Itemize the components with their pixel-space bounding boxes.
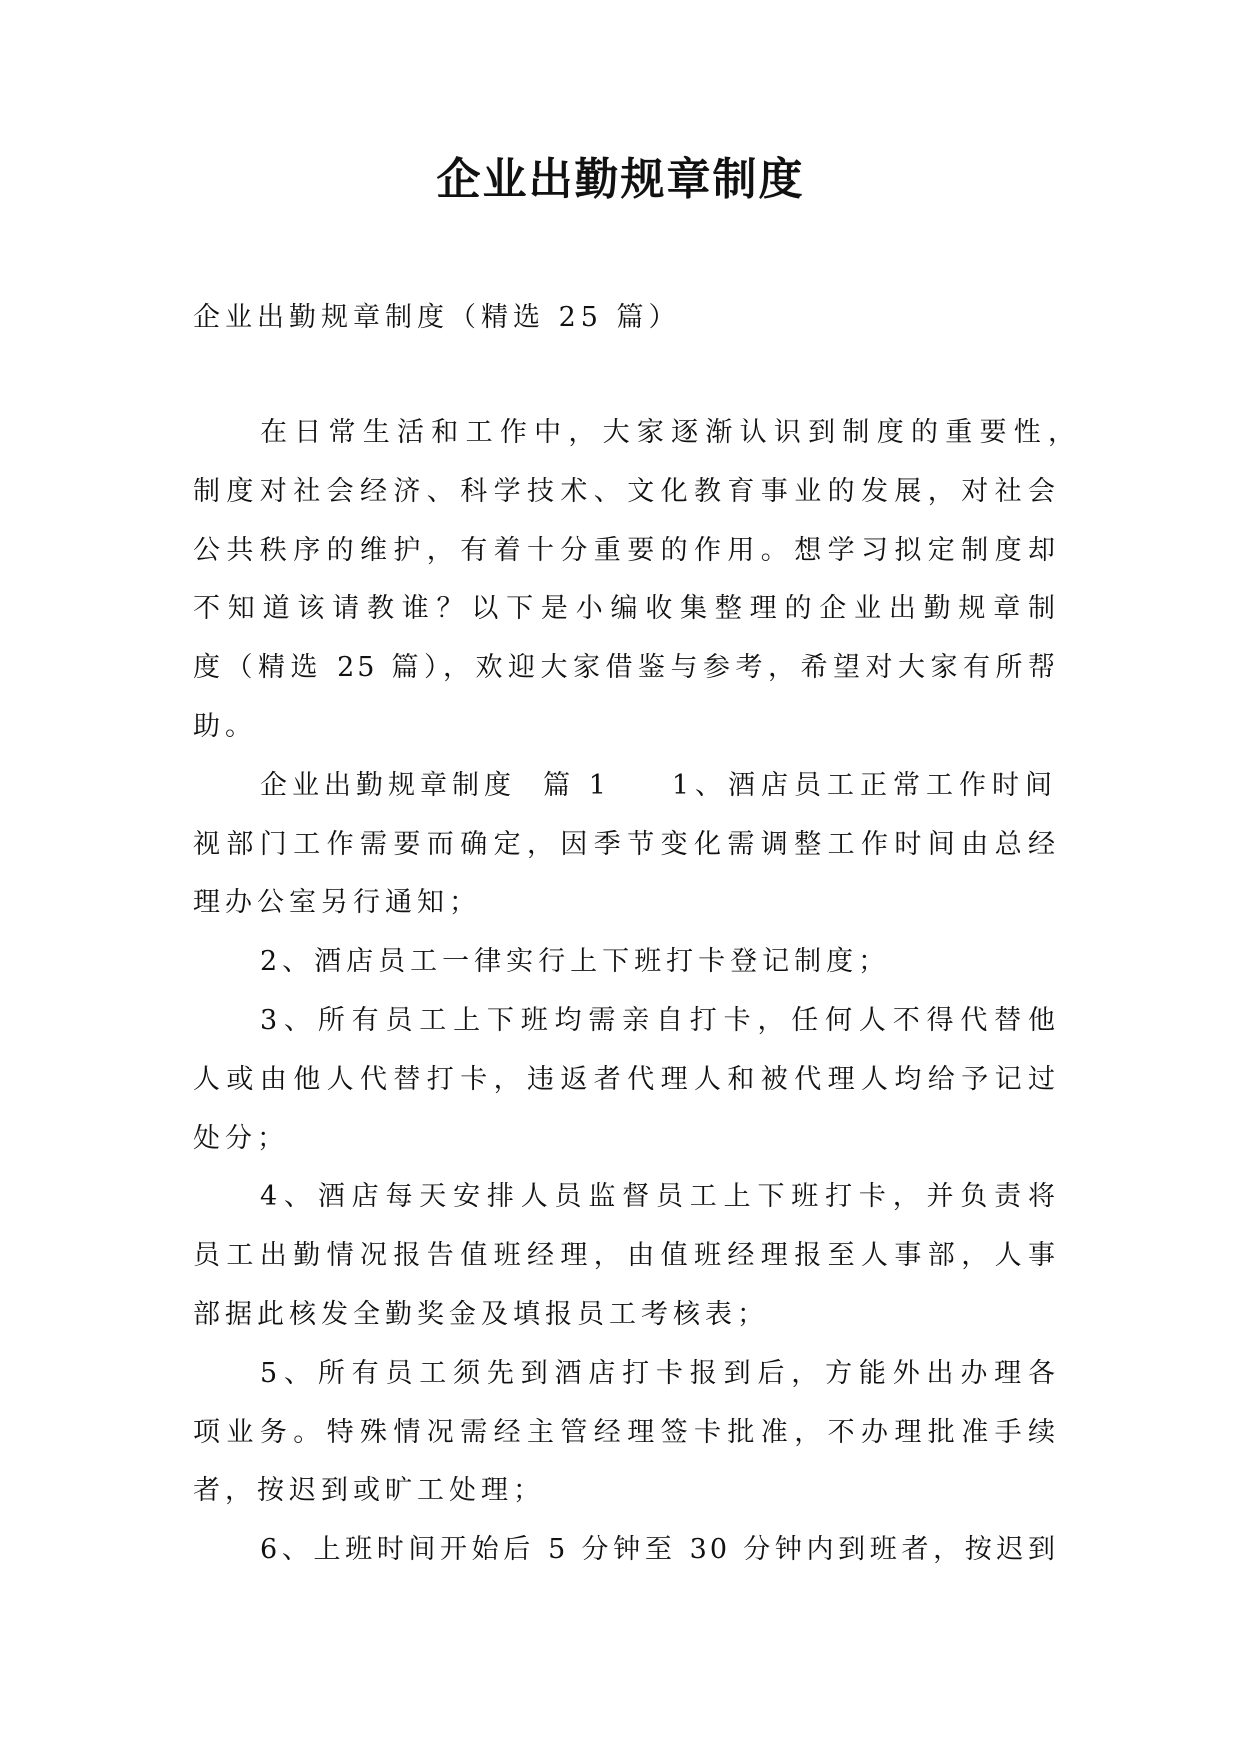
paragraph-line: 者，按迟到或旷工处理；	[193, 1475, 545, 1507]
document-title: 企业出勤规章制度	[436, 154, 805, 205]
intro-paragraph	[193, 404, 1078, 757]
rule-paragraph	[193, 1521, 1058, 1580]
section-paragraph	[193, 757, 1058, 933]
paragraph-line: 项业务。特殊情况需经主管经理签卡批准，不办理批准手续	[193, 1416, 1058, 1448]
paragraph-line: 度（精选 25 篇），欢迎大家借鉴与参考，希望对大家有所帮	[193, 652, 1058, 684]
rule-paragraph	[193, 1168, 1058, 1344]
paragraph-line: 员工出勤情况报告值班经理，由值班经理报至人事部，人事	[193, 1240, 1058, 1272]
rule-paragraph	[193, 992, 1058, 1168]
paragraph-line: 部据此核发全勤奖金及填报员工考核表；	[193, 1298, 769, 1330]
paragraph-line: 制度对社会经济、科学技术、文化教育事业的发展，对社会	[193, 475, 1058, 507]
rule-paragraph	[193, 933, 1058, 992]
paragraph-line: 在日常生活和工作中，大家逐渐认识到制度的重要性，	[260, 417, 1078, 448]
section-heading: 企业出勤规章制度 篇 1	[260, 769, 611, 801]
paragraph-line: 人或由他人代替打卡，违返者代理人和被代理人均给予记过	[193, 1063, 1058, 1095]
paragraph-line: 视部门工作需要而确定，因季节变化需调整工作时间由总经	[193, 828, 1058, 860]
paragraph-line: 理办公室另行通知；	[193, 887, 481, 919]
document-body	[193, 404, 1078, 1580]
paragraph-line: 公共秩序的维护，有着十分重要的作用。想学习拟定制度却	[193, 534, 1058, 566]
paragraph-line: 助。	[193, 710, 257, 742]
paragraph-line: 4、酒店每天安排人员监督员工上下班打卡，并负责将	[260, 1181, 1058, 1213]
paragraph-line: 3、所有员工上下班均需亲自打卡，任何人不得代替他	[260, 1004, 1058, 1036]
paragraph-line: 1、酒店员工正常工作时间	[671, 769, 1058, 801]
paragraph-line: 5、所有员工须先到酒店打卡报到后，方能外出办理各	[260, 1357, 1058, 1389]
paragraph-line: 6、上班时间开始后 5 分钟至 30 分钟内到班者，按迟到	[260, 1534, 1058, 1566]
paragraph-line: 2、酒店员工一律实行上下班打卡登记制度；	[260, 946, 891, 978]
paragraph-line: 处分；	[193, 1122, 289, 1154]
paragraph-line: 不知道该请教谁？以下是小编收集整理的企业出勤规章制	[193, 593, 1058, 625]
section-heading-line	[193, 757, 1058, 816]
document-subtitle: 企业出勤规章制度（精选 25 篇）	[193, 302, 681, 333]
rule-paragraph	[193, 1345, 1058, 1521]
